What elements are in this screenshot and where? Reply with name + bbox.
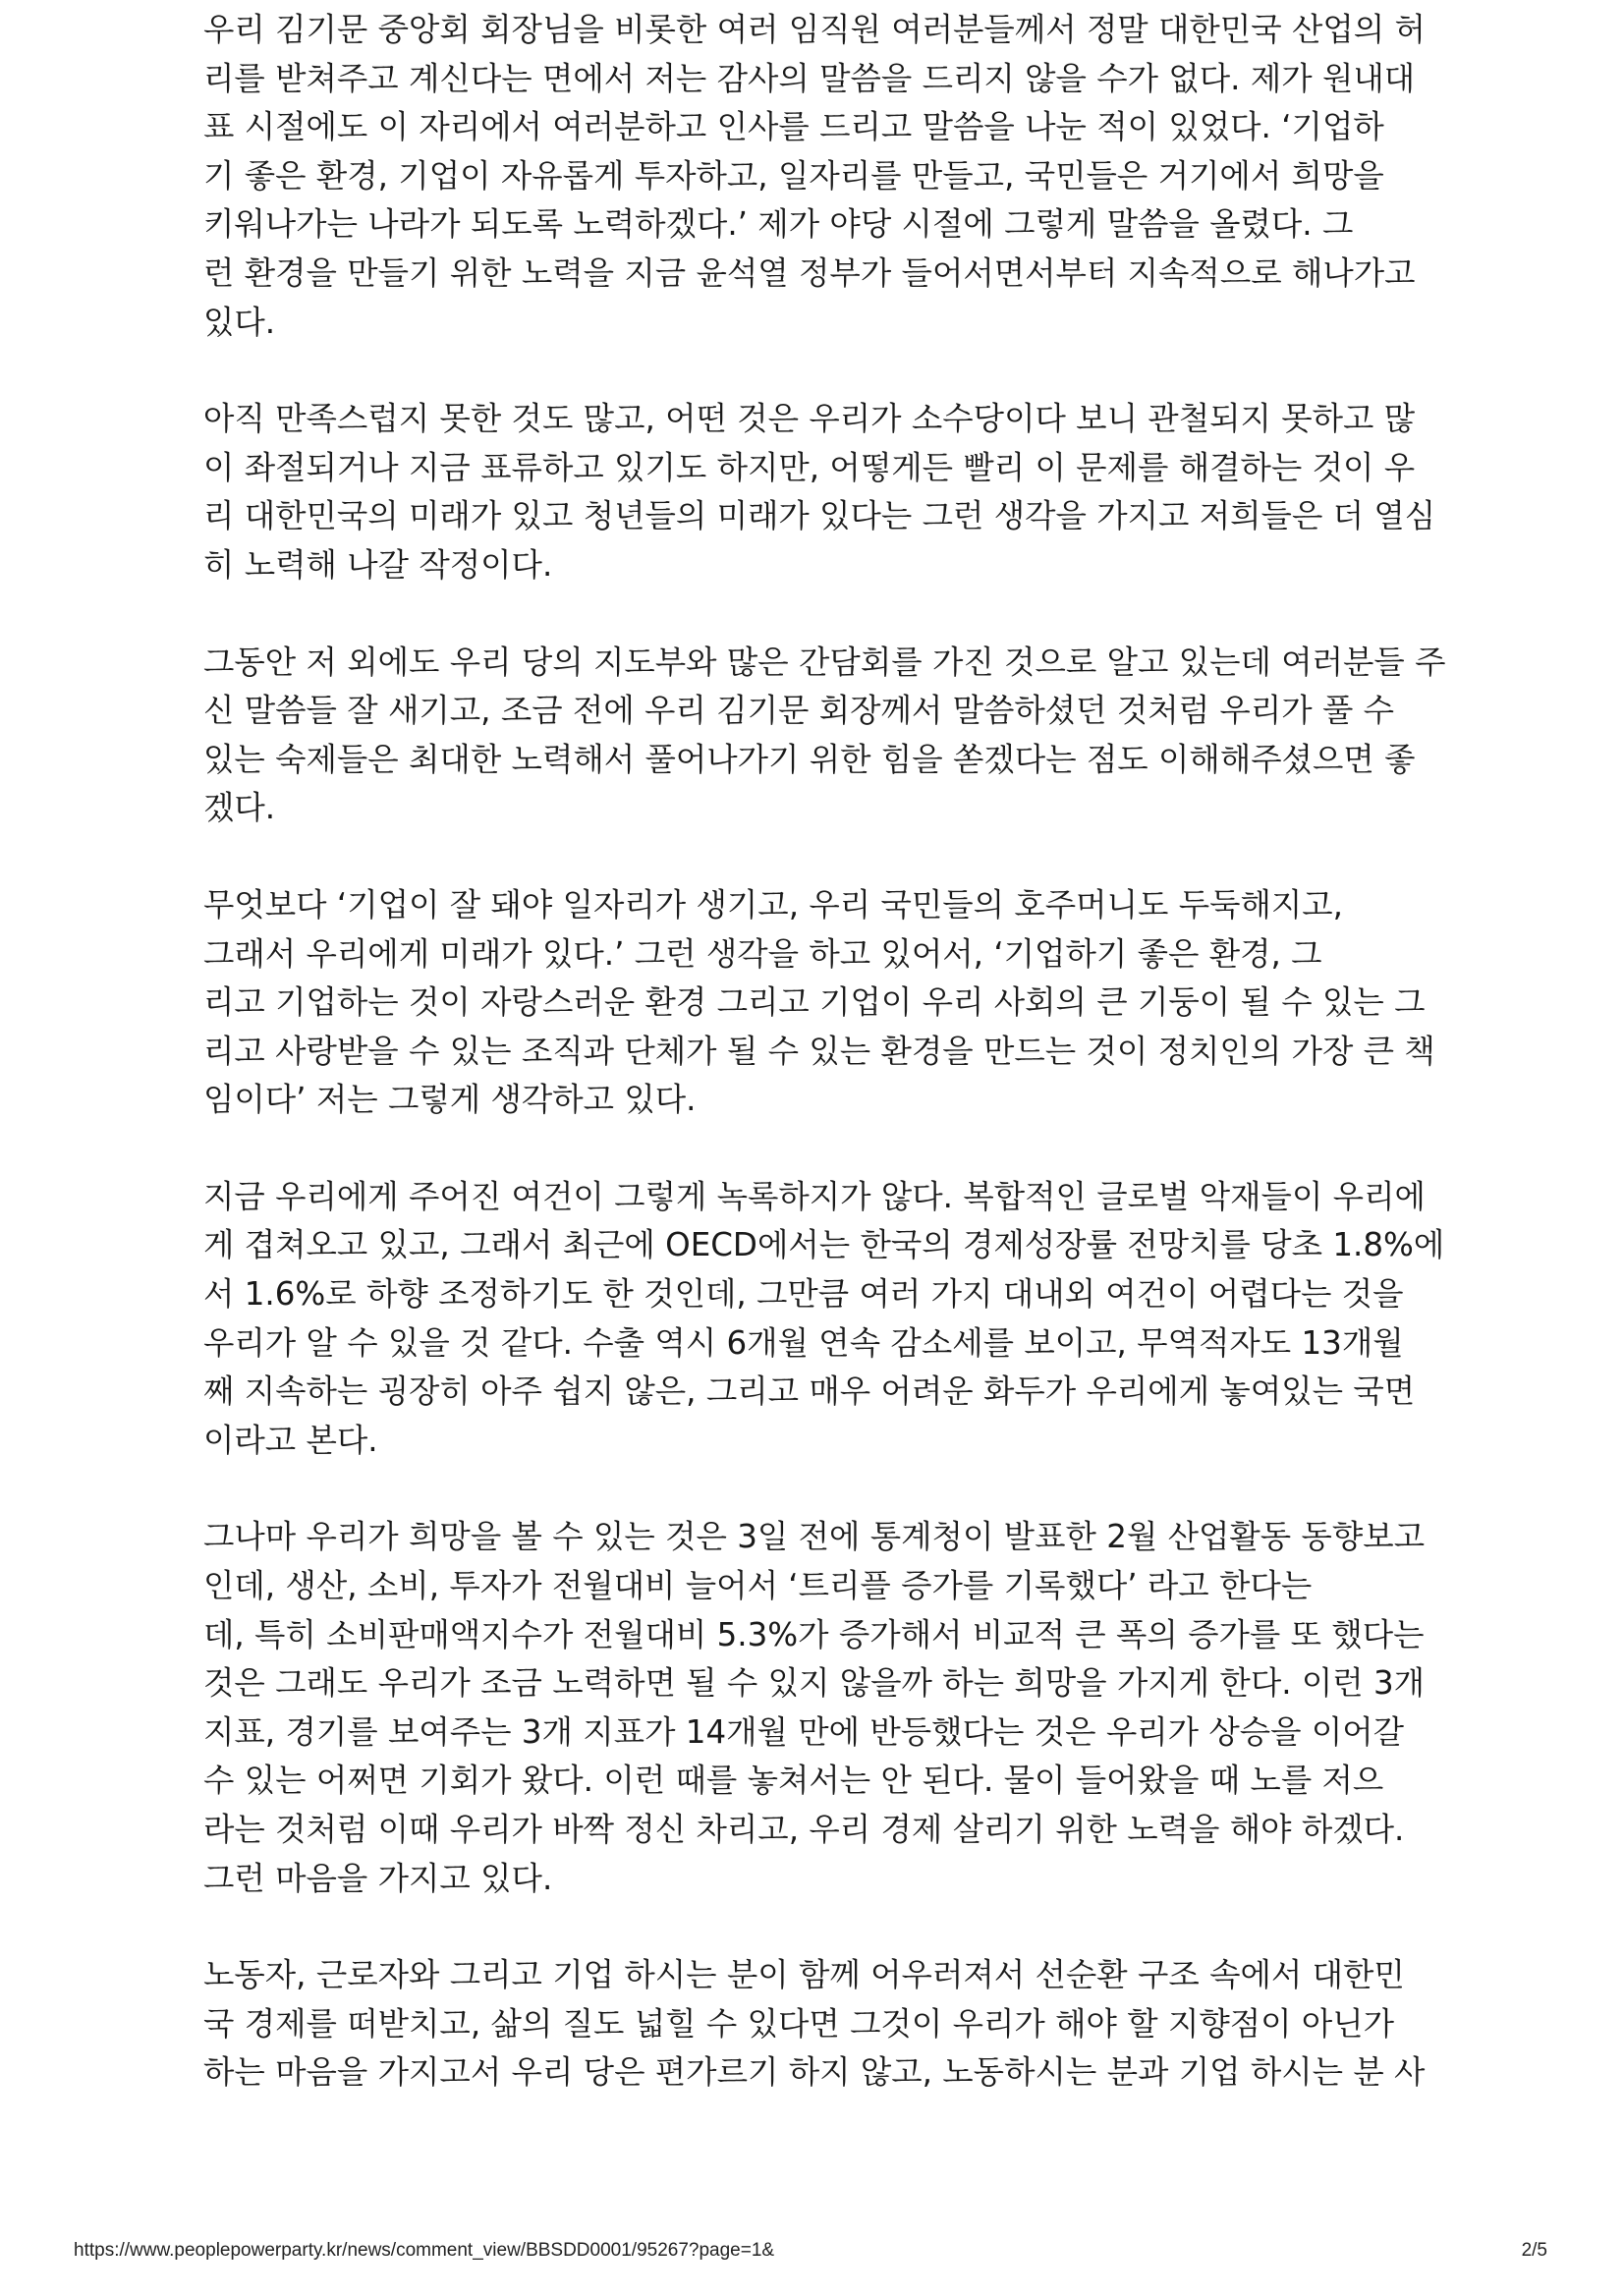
text-line: 그래서 우리에게 미래가 있다.’ 그런 생각을 하고 있어서, ‘기업하기 좋은 환경, 그	[203, 934, 1322, 973]
text-line: 있다.	[203, 303, 276, 341]
text-line: 것은 그래도 우리가 조금 노력하면 될 수 있지 않을까 하는 희망을 가지게 한다. 이런 3개	[203, 1664, 1426, 1703]
text-line: 아직 만족스럽지 못한 것도 많고, 어떤 것은 우리가 소수당이다 보니 관철되지 못하고 많	[203, 400, 1416, 438]
text-line: 인데, 생산, 소비, 투자가 전월대비 늘어서 ‘트리플 증가를 기록했다’ 라고 한다는	[203, 1567, 1313, 1605]
text-line: 지표, 경기를 보여주는 3개 지표가 14개월 만에 반등했다는 것은 우리가 상승을 이어갈	[203, 1712, 1405, 1751]
text-line: 기 좋은 환경, 기업이 자유롭게 투자하고, 일자리를 만들고, 국민들은 거기에서 희망을	[203, 156, 1384, 195]
text-line: 우리 김기문 중앙회 회장님을 비롯한 여러 임직원 여러분들께서 정말 대한민국 산업의 허	[203, 11, 1426, 48]
text-line: 신 말씀들 잘 새기고, 조금 전에 우리 김기문 회장께서 말씀하셨던 것처럼 우리가 풀 수	[203, 692, 1395, 730]
text-line: 이 좌절되거나 지금 표류하고 있기도 하지만, 어떻게든 빨리 이 문제를 해결하는 것이 우	[203, 448, 1416, 486]
text-line: 게 겹쳐오고 있고, 그래서 최근에 OECD에서는 한국의 경제성장률 전망치를 당초 1.8%에	[203, 1226, 1445, 1264]
text-line: 있는 숙제들은 최대한 노력해서 풀어나가기 위한 힘을 쏟겠다는 점도 이해해주셨으면 좋	[203, 740, 1416, 778]
text-line: 우리가 알 수 있을 것 같다. 수출 역시 6개월 연속 감소세를 보이고, 무역적자도 13개월	[203, 1323, 1404, 1362]
paragraph-5	[203, 1173, 1445, 1466]
text-line: 그런 마음을 가지고 있다.	[203, 1859, 553, 1897]
text-line: 하는 마음을 가지고서 우리 당은 편가르기 하지 않고, 노동하시는 분과 기업 하시는 분 사	[203, 2053, 1426, 2092]
text-line: 데, 특히 소비판매액지수가 전월대비 5.3%가 증가해서 비교적 큰 폭의 증가를 또 했다는	[203, 1615, 1425, 1653]
text-line: 이라고 본다.	[203, 1421, 378, 1459]
text-line: 리 대한민국의 미래가 있고 청년들의 미래가 있다는 그런 생각을 가지고 저희들은 더 열심	[203, 497, 1436, 535]
text-line: 라는 것처럼 이때 우리가 바짝 정신 차리고, 우리 경제 살리기 위한 노력을 해야 하겠다.	[203, 1811, 1405, 1848]
text-line: 리고 기업하는 것이 자랑스러운 환경 그리고 기업이 우리 사회의 큰 기둥이 될 수 있는 그	[203, 983, 1426, 1022]
text-line: 노동자, 근로자와 그리고 기업 하시는 분이 함께 어우러져서 선순환 구조 속에서 대한민	[203, 1956, 1405, 1994]
text-line: 무엇보다 ‘기업이 잘 돼야 일자리가 생기고, 우리 국민들의 호주머니도 두둑해지고,	[203, 885, 1344, 924]
text-line: 국 경제를 떠받치고, 삶의 질도 넓힐 수 있다면 그것이 우리가 해야 할 지향점이 아닌가	[203, 2004, 1395, 2043]
text-line: 겠다.	[203, 789, 276, 827]
footer-page-number: 2/5	[1521, 2240, 1547, 2261]
paragraph-2	[203, 395, 1436, 589]
footer-source-url: https://www.peoplepowerparty.kr/news/comment_view/BBSDD0001/95267?page=1&	[74, 2240, 775, 2261]
text-line: 리고 사랑받을 수 있는 조직과 단체가 될 수 있는 환경을 만드는 것이 정치인의 가장 큰 책	[203, 1032, 1435, 1070]
text-line: 그나마 우리가 희망을 볼 수 있는 것은 3일 전에 통계청이 발표한 2월 산업활동 동향보고	[203, 1518, 1426, 1556]
text-line: 런 환경을 만들기 위한 노력을 지금 윤석열 정부가 들어서면서부터 지속적으로 해나가고	[203, 253, 1416, 292]
document-body	[203, 6, 1446, 2146]
text-line: 표 시절에도 이 자리에서 여러분하고 인사를 드리고 말씀을 나눈 적이 있었다. ‘기업하	[203, 108, 1384, 146]
text-line: 지금 우리에게 주어진 여건이 그렇게 녹록하지가 않다. 복합적인 글로벌 악재들이 우리에	[203, 1177, 1426, 1215]
text-line: 리를 받쳐주고 계신다는 면에서 저는 감사의 말씀을 드리지 않을 수가 없다. 제가 원내대	[203, 59, 1416, 97]
text-line: 그동안 저 외에도 우리 당의 지도부와 많은 간담회를 가진 것으로 알고 있는데 여러분들 주	[203, 643, 1446, 681]
text-line: 서 1.6%로 하향 조정하기도 한 것인데, 그만큼 여러 가지 대내외 여건이 어렵다는 것을	[203, 1275, 1404, 1314]
text-line: 임이다’ 저는 그렇게 생각하고 있다.	[203, 1081, 697, 1119]
paragraph-7	[203, 1951, 1431, 2098]
text-line: 히 노력해 나갈 작정이다.	[203, 545, 553, 584]
paragraph-4	[203, 881, 1435, 1125]
paragraph-3	[203, 639, 1446, 833]
text-line: 키워나가는 나라가 되도록 노력하겠다.’ 제가 야당 시절에 그렇게 말씀을 올렸다. 그	[203, 205, 1354, 244]
paragraph-6	[203, 1513, 1431, 1903]
text-line: 수 있는 어쩌면 기회가 왔다. 이런 때를 놓쳐서는 안 된다. 물이 들어왔을 때 노를 저으	[203, 1762, 1384, 1800]
paragraph-1	[203, 6, 1431, 347]
text-line: 째 지속하는 굉장히 아주 쉽지 않은, 그리고 매우 어려운 화두가 우리에게 놓여있는 국면	[203, 1372, 1416, 1411]
